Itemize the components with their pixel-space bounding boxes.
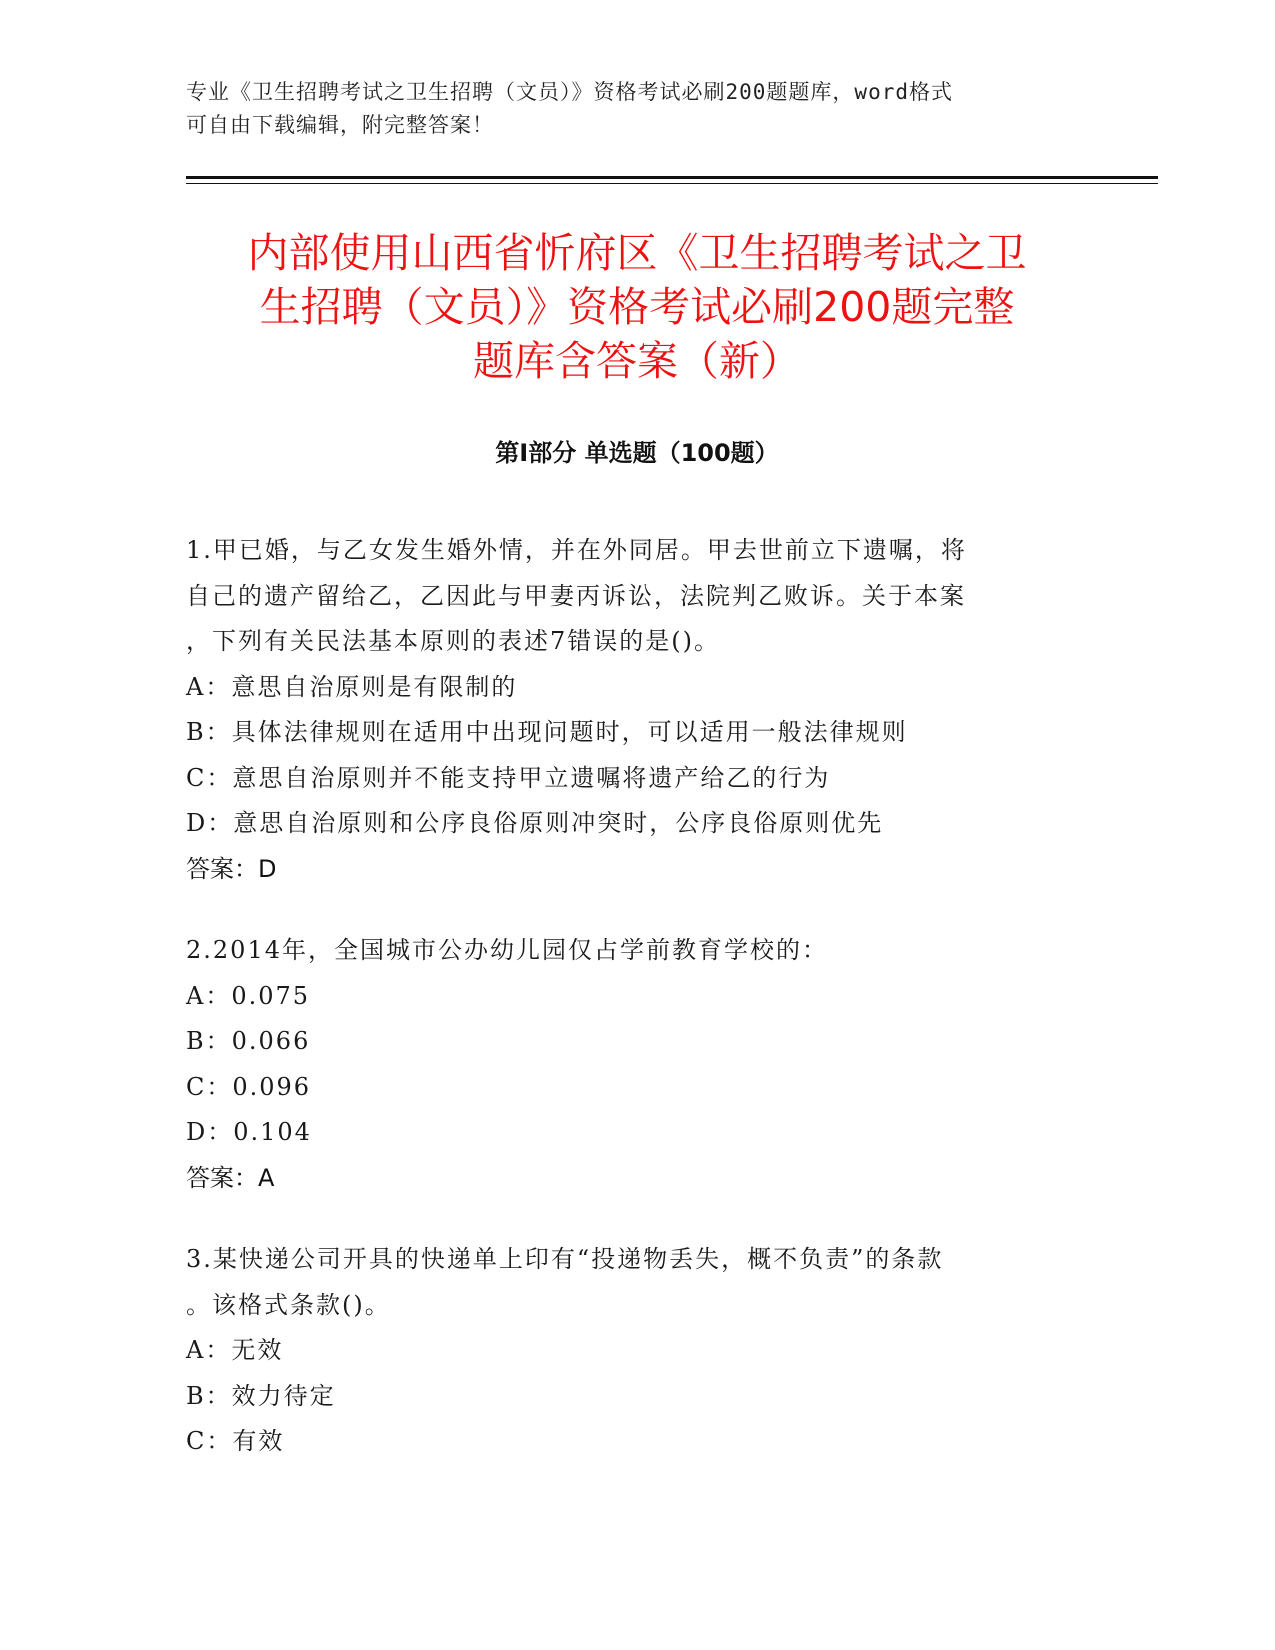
- question-stem: [186, 528, 1066, 665]
- section-heading: 第Ⅰ部分 单选题（100题）: [495, 439, 779, 467]
- option-b: B：0.066: [186, 1027, 311, 1055]
- answer-line: 答案：D: [186, 854, 277, 883]
- option-c: C：有效: [186, 1427, 285, 1455]
- option-b: B：具体法律规则在适用中出现问题时，可以适用一般法律规则: [186, 718, 908, 746]
- header-note-line-2: 可自由下载编辑，附完整答案！: [186, 113, 494, 137]
- question-stem-line: 3.某快递公司开具的快递单上印有“投递物丢失，概不负责”的条款: [186, 1245, 944, 1273]
- question-stem-line: 。该格式条款()。: [186, 1290, 391, 1319]
- document-title-line-1: 内部使用山西省忻府区《卫生招聘考试之卫: [247, 229, 1027, 277]
- document-title: [186, 226, 1088, 388]
- option-a: A：0.075: [186, 981, 311, 1010]
- document-title-line-3: 题库含答案（新）: [473, 337, 801, 385]
- document-title-line-2: 生招聘（文员）》资格考试必刷200题完整: [259, 283, 1015, 331]
- question-stem-line: 1.甲已婚，与乙女发生婚外情，并在外同居。甲去世前立下遗嘱，将: [186, 536, 967, 564]
- option-d: D：0.104: [186, 1118, 312, 1146]
- question-stem-line: 2.2014年，全国城市公办幼儿园仅占学前教育学校的：: [186, 936, 828, 964]
- header-rule-thin: [186, 183, 1158, 184]
- question-stem-line: 自己的遗产留给乙，乙因此与甲妻丙诉讼，法院判乙败诉。关于本案: [186, 581, 966, 610]
- answer-line: 答案：A: [186, 1163, 275, 1192]
- question-list: [186, 528, 1066, 1501]
- question-stem-line: ，下列有关民法基本原则的表述7错误的是()。: [186, 627, 720, 655]
- option-a: A：意思自治原则是有限制的: [186, 672, 518, 701]
- option-d: D：意思自治原则和公序良俗原则冲突时，公序良俗原则优先: [186, 809, 884, 837]
- header-rule-thick: [186, 176, 1158, 179]
- option-a: A：无效: [186, 1336, 284, 1364]
- option-c: C：意思自治原则并不能支持甲立遗嘱将遗产给乙的行为: [186, 763, 831, 792]
- question-stem: [186, 1237, 1066, 1328]
- question-stem: [186, 928, 1066, 974]
- question-1: [186, 528, 1066, 892]
- header-note: [186, 76, 1066, 142]
- header-note-line-1: 专业《卫生招聘考试之卫生招聘（文员）》资格考试必刷200题题库，word格式: [186, 80, 953, 104]
- question-3: [186, 1237, 1066, 1465]
- question-2: [186, 928, 1066, 1201]
- option-b: B：效力待定: [186, 1381, 336, 1410]
- option-c: C：0.096: [186, 1072, 312, 1101]
